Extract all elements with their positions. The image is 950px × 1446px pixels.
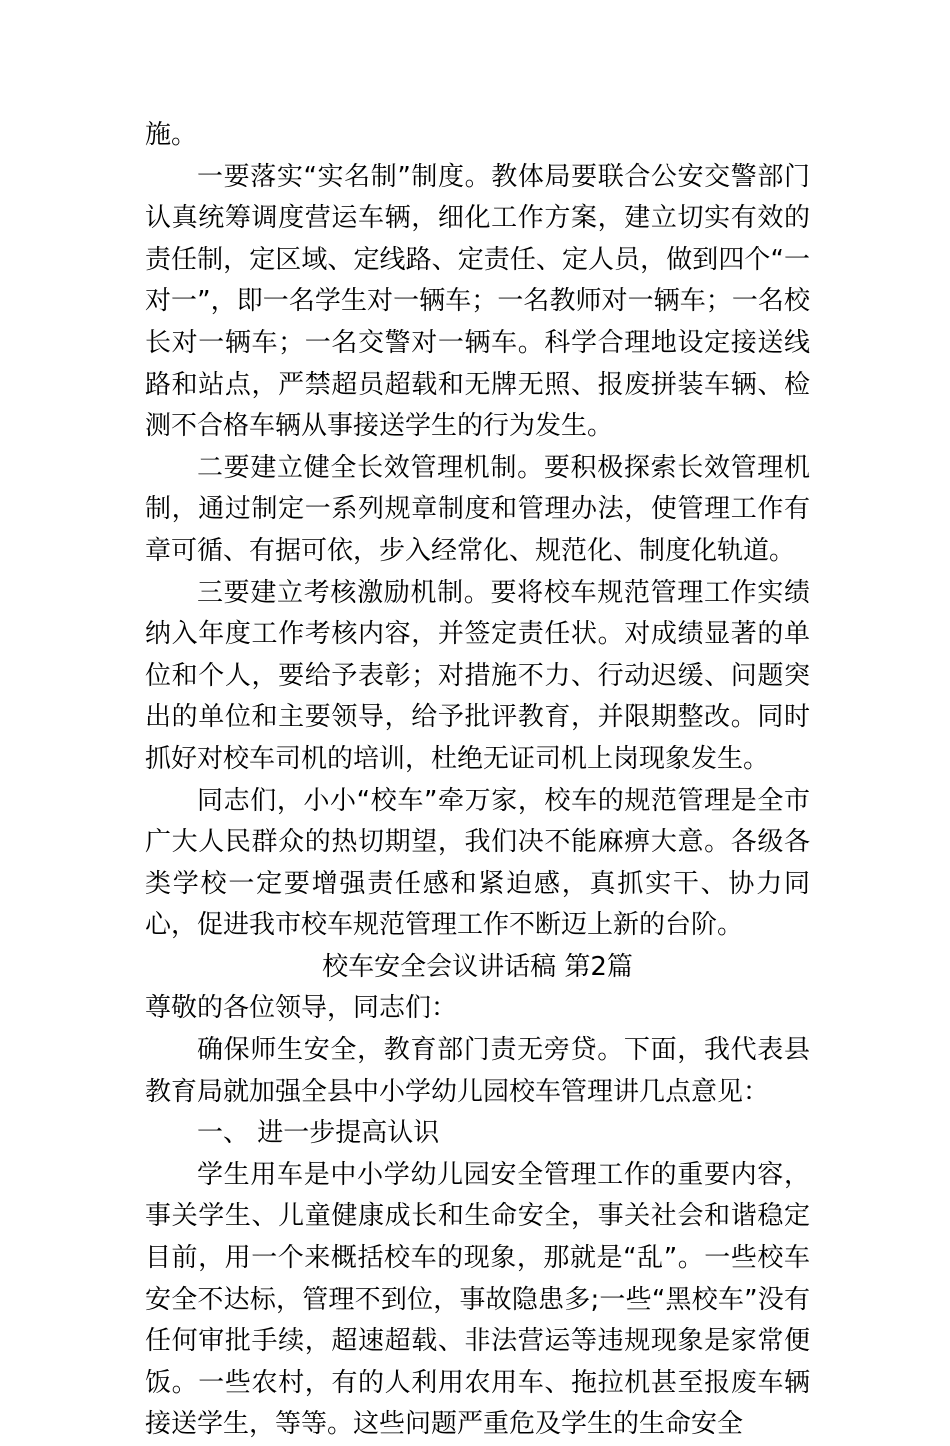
section-title: 校车安全会议讲话稿 第2篇: [322, 951, 633, 982]
section-heading: 一、 进一步提高认识: [197, 1118, 440, 1149]
paragraph: 三要建立考核激励机制。要将校车规范管理工作实绩纳入年度工作考核内容，并签定责任状。对成绩显著的单位和个人，要给予表彰；对措施不力、行动迟缓、问题突出的单位和主要领导，给予批评教育，并限期整改。同时抓好对校车司机的培训，杜绝无证司机上岗现象发生。: [145, 577, 810, 774]
paragraph: 二要建立健全长效管理机制。要积极探索长效管理机制，通过制定一系列规章制度和管理办法，使管理工作有章可循、有据可依，步入经常化、规范化、制度化轨道。: [145, 452, 810, 566]
paragraph: 一要落实“实名制”制度。教体局要联合公安交警部门认真统筹调度营运车辆，细化工作方案，建立切实有效的责任制，定区域、定线路、定责任、定人员，做到四个“一对一”，即一名学生对一辆车；一名教师对一辆车；一名校长对一辆车；一名交警对一辆车。科学合理地设定接送线路和站点，严禁超员超载和无牌无照、报废拼装车辆、检测不合格车辆从事接送学生的行为发生。: [145, 161, 810, 442]
paragraph: 确保师生安全，教育部门责无旁贷。下面，我代表县教育局就加强全县中小学幼儿园校车管理讲几点意见：: [145, 1035, 810, 1107]
document-body: [145, 115, 810, 1446]
paragraph: 学生用车是中小学幼儿园安全管理工作的重要内容，事关学生、儿童健康成长和生命安全，事关社会和谐稳定目前，用一个来概括校车的现象，那就是“乱”。一些校车安全不达标，管理不到位，事故隐患多;一些“黑校车”没有任何审批手续，超速超载、非法营运等违规现象是家常便饭。一些农村，有的人利用农用车、拖拉机甚至报废车辆接送学生，等等。这些问题严重危及学生的生命安全: [145, 1159, 810, 1440]
paragraph: 施。: [145, 120, 198, 150]
salutation: 尊敬的各位领导，同志们：: [145, 993, 458, 1024]
paragraph: 同志们，小小“校车”牵万家，校车的规范管理是全市广大人民群众的热切期望，我们决不能麻痹大意。各级各类学校一定要增强责任感和紧迫感，真抓实干、协力同心，促进我市校车规范管理工作不断迈上新的台阶。: [145, 785, 810, 941]
